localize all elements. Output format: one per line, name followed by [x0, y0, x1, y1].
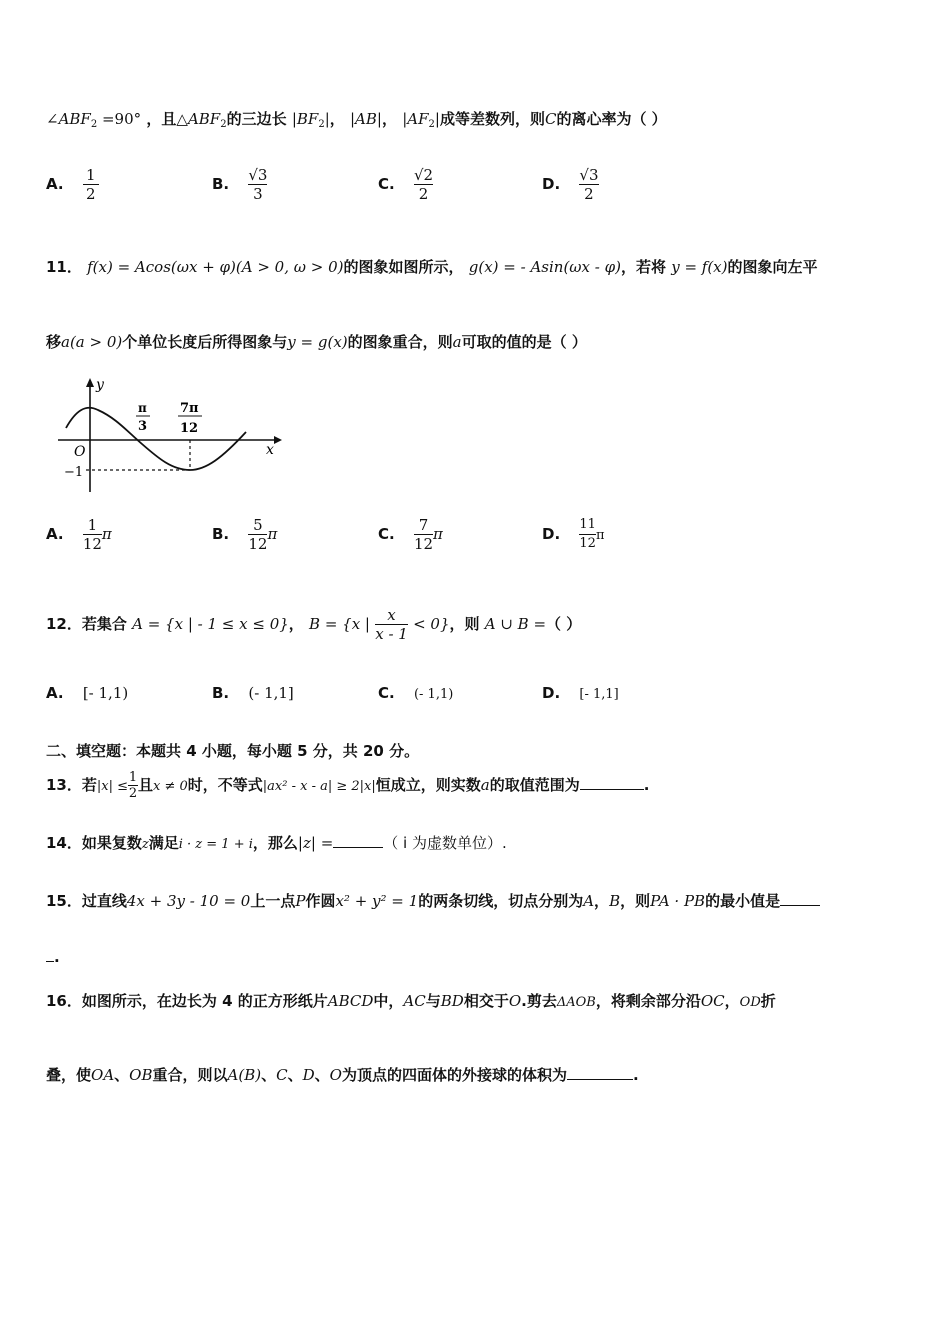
- q16-stem-line1: [46, 990, 776, 1011]
- q13-abs: |x| ≤: [96, 779, 128, 794]
- q12-text: ，: [288, 615, 304, 633]
- q15-text: ，则: [620, 892, 651, 910]
- frac-den: 2: [579, 184, 598, 203]
- q16-text: 、: [314, 1066, 330, 1084]
- q16-text: 叠，使: [46, 1066, 92, 1084]
- frac-num: 11: [579, 517, 596, 532]
- q12-option-d[interactable]: [542, 684, 619, 702]
- answer-blank-cont: [46, 949, 54, 962]
- y-label: y: [96, 377, 104, 393]
- q13-text: 的取值范围为: [489, 776, 580, 794]
- q16-text: 与: [425, 992, 441, 1010]
- q10-option-b[interactable]: [212, 166, 267, 203]
- q12-number: 12．若集合: [46, 615, 127, 633]
- q13-a: a: [480, 776, 490, 794]
- tick-7pi12-num: 7π: [180, 401, 199, 416]
- q16-text: ，: [724, 992, 740, 1010]
- q16-number: 16．如图所示，在边长为 4 的正方形纸片: [46, 992, 328, 1010]
- frac-num: 5: [253, 516, 263, 534]
- q10-c: C: [544, 110, 557, 128]
- frac-den: 12: [579, 536, 596, 551]
- answer-blank[interactable]: [333, 835, 383, 848]
- option-label: C.: [378, 684, 395, 702]
- q12-option-c[interactable]: [378, 684, 453, 702]
- q10-option-c[interactable]: [378, 166, 433, 203]
- option-value: (- 1,1): [413, 687, 454, 702]
- frac-den: 2: [414, 184, 433, 203]
- section-fill-blank-heading: 二、填空题：本题共 4 小题，每小题 5 分，共 20 分。: [46, 742, 420, 760]
- option-label: D.: [542, 175, 561, 193]
- q10-side-af2: |AF: [402, 110, 429, 128]
- q15-stem: [46, 890, 820, 911]
- q16-c: C: [276, 1066, 288, 1084]
- q13-inequality: |ax² - x - a| ≥ 2|x|: [262, 779, 376, 794]
- q10-text: ，且: [146, 110, 177, 128]
- frac-num: x: [387, 606, 396, 624]
- q11-yg: y = g(x): [287, 333, 348, 351]
- q14-text: ，那么: [252, 834, 298, 852]
- q14-abs: |z| =: [297, 834, 334, 852]
- frac-num: 1: [87, 516, 98, 534]
- q16-triangle-aob: ΔAOB: [556, 995, 596, 1010]
- tick-pi3-den: 3: [138, 419, 148, 434]
- q16-text: ，将剩余部分沿: [595, 992, 701, 1010]
- q11-option-a[interactable]: [46, 516, 112, 553]
- q14-number: 14．如果复数: [46, 834, 142, 852]
- q15-text: 作圆: [305, 892, 336, 910]
- q11-text: 移: [46, 333, 62, 351]
- q11-a-var: a: [452, 333, 462, 351]
- q16-d: D: [302, 1066, 315, 1084]
- frac-num: 1: [128, 770, 138, 785]
- q11-option-b[interactable]: [212, 516, 277, 553]
- option-label: B.: [212, 175, 230, 193]
- q16-text: 为顶点的四面体的外接球的体积为: [341, 1066, 567, 1084]
- q15-text: 上一点: [250, 892, 296, 910]
- q11-cosine-graph: [46, 374, 286, 498]
- q10-side-ab: |AB|: [350, 110, 382, 128]
- x-axis-arrow: [274, 436, 282, 444]
- q16-abcd: ABCD: [327, 992, 374, 1010]
- q11-number: 11．: [46, 258, 82, 276]
- option-label: D.: [542, 525, 561, 543]
- pi: π: [595, 528, 605, 543]
- q10-text: 的离心率为（ ）: [556, 110, 667, 128]
- q16-text: 相交于: [463, 992, 509, 1010]
- q11-option-d[interactable]: [542, 516, 604, 553]
- q12-option-b[interactable]: [212, 684, 294, 702]
- q15-text: 的最小值是: [705, 892, 781, 910]
- q14-equation: i · z = 1 + i: [178, 837, 253, 852]
- q13-neq: x ≠ 0: [153, 779, 188, 794]
- answer-blank[interactable]: [580, 777, 644, 790]
- q14-z: z: [141, 837, 149, 852]
- q11-text: ，若将: [620, 258, 666, 276]
- q14-text: （ i 为虚数单位）.: [383, 834, 507, 852]
- frac-den: x - 1: [375, 625, 408, 643]
- option-label: C.: [378, 175, 395, 193]
- q11-text: 的图象如图所示，: [343, 258, 464, 276]
- q10-angle: ∠ABF: [46, 110, 91, 128]
- frac-den: 2: [83, 184, 99, 203]
- q11-text: 的图象向左平: [727, 258, 818, 276]
- option-label: B.: [212, 525, 230, 543]
- q10-angle-value: =90°: [97, 110, 142, 128]
- q15-text: 的两条切线，切点分别为: [418, 892, 584, 910]
- q16-text: 折: [760, 992, 776, 1010]
- frac-den: 12: [248, 535, 268, 553]
- q10-stem: $\angle ABF_2 =90^\circ$ ，且$\triangle ABF_2$的三边长 $|BF_2|$， |AB|， $|AF_2|$成等差数列，则C的离心率为（ ）: [46, 110, 667, 130]
- q12-text: （ ）: [546, 615, 582, 633]
- q15-text: ，: [594, 892, 610, 910]
- tick-pi3-num: π: [138, 401, 147, 415]
- q11-text: 个单位长度后所得图象与: [122, 333, 288, 351]
- q16-text: 、: [261, 1066, 277, 1084]
- q12-set-a: A = {x | - 1 ≤ x ≤ 0}: [132, 615, 289, 633]
- tick-7pi12-den: 12: [180, 421, 199, 436]
- q12-text: ，则: [449, 615, 480, 633]
- frac-num: 1: [86, 166, 96, 184]
- frac-den: 12: [82, 535, 102, 553]
- option-label: C.: [378, 525, 395, 543]
- frac-num: √3: [579, 166, 599, 184]
- q11-stem-line1: [46, 256, 818, 277]
- pi: π: [101, 525, 112, 543]
- q10-side-bf2: |BF: [291, 110, 319, 128]
- option-value: [- 1,1]: [579, 687, 619, 702]
- origin-label: O: [74, 444, 86, 460]
- q13-text: 时，不等式: [187, 776, 263, 794]
- q11-g: g(x) = - Asin(ωx - φ): [468, 258, 621, 276]
- q16-ob: OB: [129, 1066, 153, 1084]
- pi: π: [267, 525, 278, 543]
- q11-text: 可取的值的是（ ）: [461, 333, 587, 351]
- q15-circle-eq: x² + y² = 1: [335, 892, 419, 910]
- q16-oa: OA: [91, 1066, 115, 1084]
- q16-o2: O: [329, 1066, 342, 1084]
- frac-num: √2: [413, 166, 434, 184]
- q12-set-b-pre: B = {x |: [309, 615, 370, 633]
- frac-num: √3: [248, 166, 268, 184]
- q12-option-a[interactable]: [46, 684, 128, 702]
- q16-bd: BD: [440, 992, 464, 1010]
- q16-ab: A(B): [227, 1066, 262, 1084]
- option-label: A.: [46, 684, 64, 702]
- q13-text: 恒成立，则实数: [375, 776, 481, 794]
- q14-text: 满足: [148, 834, 179, 852]
- q12-stem: [46, 606, 581, 643]
- frac-den: 3: [248, 184, 267, 203]
- option-value: [- 1,1): [82, 684, 129, 702]
- q10-triangle: △ABF: [176, 110, 221, 128]
- q10-option-d[interactable]: [542, 166, 599, 203]
- q16-stem-line2: [46, 1064, 639, 1085]
- x-label: x: [266, 442, 274, 458]
- option-label: A.: [46, 525, 64, 543]
- q11-option-c[interactable]: [378, 516, 443, 553]
- option-label: B.: [212, 684, 230, 702]
- frac-den: 2: [128, 786, 138, 801]
- option-value: (- 1,1]: [248, 684, 294, 702]
- q15-stem-line2: [46, 948, 60, 966]
- q10-option-a[interactable]: [46, 166, 99, 203]
- minus-one-label: −1: [64, 465, 84, 480]
- frac-den: 12: [413, 535, 434, 553]
- q10-text: 的三边长: [226, 110, 287, 128]
- option-label: D.: [542, 684, 561, 702]
- q11-text: 的图象重合，则: [347, 333, 453, 351]
- q11-f: f(x) = Acos(ωx + φ)(A > 0, ω > 0): [87, 258, 344, 276]
- q15-b: B: [609, 892, 621, 910]
- q16-text: 、: [287, 1066, 303, 1084]
- q16-ac: AC: [403, 992, 426, 1010]
- cosine-curve: [66, 408, 246, 470]
- q11-y: y = f(x): [671, 258, 728, 276]
- q11-stem-line2: [46, 331, 587, 352]
- q10-text: 成等差数列，则: [439, 110, 545, 128]
- q15-number: 15．过直线: [46, 892, 127, 910]
- q13-text: 且: [138, 776, 154, 794]
- q13-stem: [46, 770, 649, 801]
- q13-end: .: [643, 776, 650, 794]
- y-axis-arrow: [86, 378, 94, 387]
- option-label: A.: [46, 175, 64, 193]
- q16-end: .: [632, 1066, 639, 1084]
- q15-p: P: [295, 892, 306, 910]
- q16-text: 重合，则以: [152, 1066, 228, 1084]
- answer-blank[interactable]: [780, 893, 820, 906]
- q15-dot-product: PA · PB: [650, 892, 706, 910]
- q15-line-eq: 4x + 3y - 10 = 0: [126, 892, 251, 910]
- q12-union: A ∪ B =: [484, 615, 547, 633]
- answer-blank[interactable]: [567, 1067, 633, 1080]
- q15-end: .: [54, 948, 60, 966]
- q16-text: .剪去: [521, 992, 557, 1010]
- frac-num: 7: [418, 516, 429, 534]
- q12-set-b-post: < 0}: [413, 615, 450, 633]
- q14-stem: [46, 832, 507, 853]
- q16-o: O: [508, 992, 522, 1010]
- q13-number: 13．若: [46, 776, 97, 794]
- q16-text: 、: [114, 1066, 130, 1084]
- q16-od: OD: [739, 995, 761, 1010]
- pi: π: [433, 525, 443, 543]
- q15-a: A: [583, 892, 595, 910]
- q16-text: 中，: [373, 992, 404, 1010]
- q16-oc: OC: [700, 992, 725, 1010]
- q11-a: a(a > 0): [61, 333, 123, 351]
